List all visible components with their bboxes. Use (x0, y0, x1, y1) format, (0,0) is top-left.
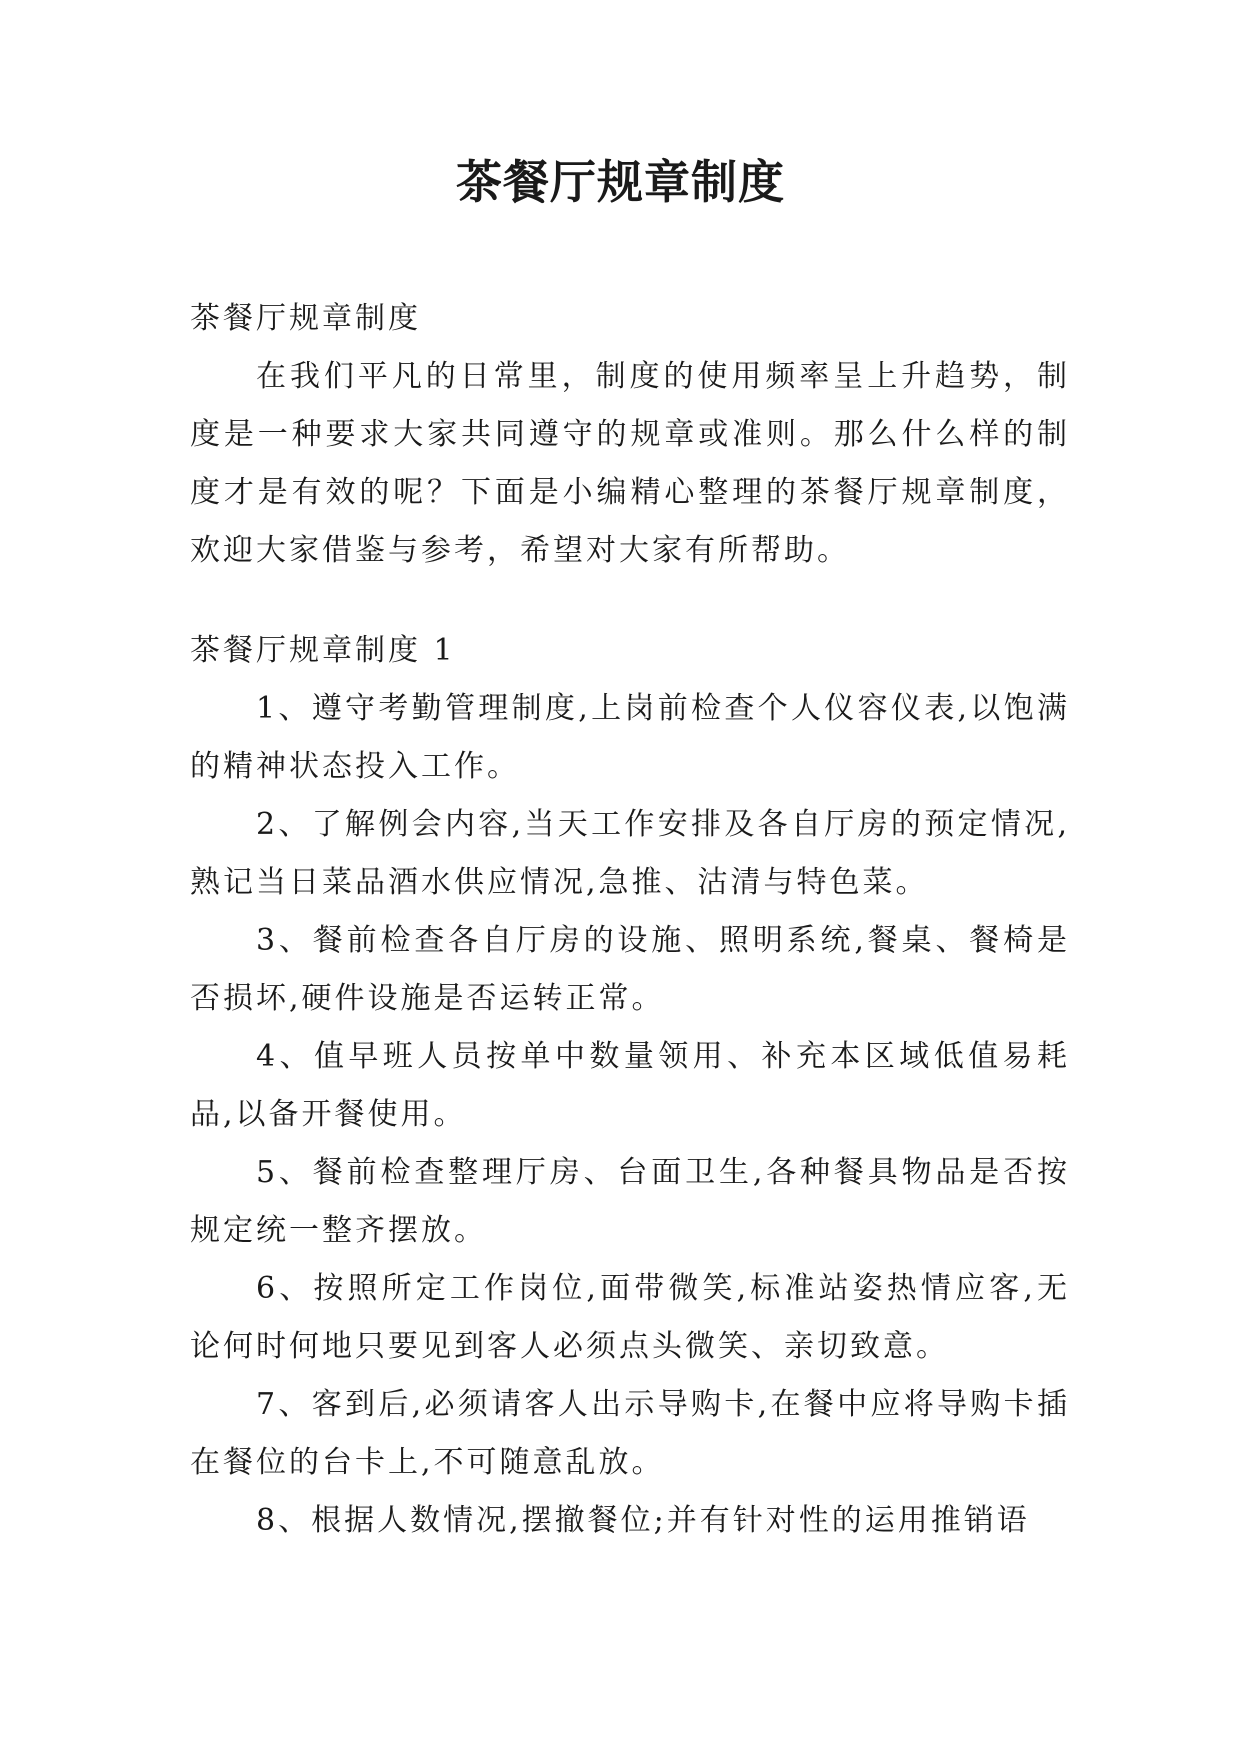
rule-item: 6、按照所定工作岗位,面带微笑,标准站姿热情应客,无论何时何地只要见到客人必须点头微笑、亲切致意。 (190, 1271, 1070, 1364)
rule-item: 1、遵守考勤管理制度,上岗前检查个人仪容仪表,以饱满的精神状态投入工作。 (190, 691, 1070, 784)
subtitle-line: 茶餐厅规章制度 (190, 301, 421, 336)
section-spacer (190, 580, 1070, 622)
rule-item: 4、值早班人员按单中数量领用、补充本区域低值易耗品,以备开餐使用。 (190, 1039, 1070, 1132)
rule-item: 3、餐前检查各自厅房的设施、照明系统,餐桌、餐椅是否损坏,硬件设施是否运转正常。 (190, 923, 1070, 1016)
document-title: 茶餐厅规章制度 (456, 155, 785, 209)
rule-item: 7、客到后,必须请客人出示导购卡,在餐中应将导购卡插在餐位的台卡上,不可随意乱放。 (190, 1387, 1070, 1480)
section-heading: 茶餐厅规章制度 1 (190, 633, 456, 668)
intro-paragraph: 在我们平凡的日常里，制度的使用频率呈上升趋势，制度是一种要求大家共同遵守的规章或准则。那么什么样的制度才是有效的呢？下面是小编精心整理的茶餐厅规章制度，欢迎大家借鉴与参考，希望对大家有所帮助。 (190, 359, 1070, 568)
rule-item: 5、餐前检查整理厅房、台面卫生,各种餐具物品是否按规定统一整齐摆放。 (190, 1155, 1070, 1248)
rule-item: 8、根据人数情况,摆撤餐位;并有针对性的运用推销语 (256, 1503, 1030, 1538)
document-body (190, 290, 1070, 1550)
rule-item: 2、了解例会内容,当天工作安排及各自厅房的预定情况,熟记当日菜品酒水供应情况,急推、沽清与特色菜。 (190, 807, 1070, 900)
